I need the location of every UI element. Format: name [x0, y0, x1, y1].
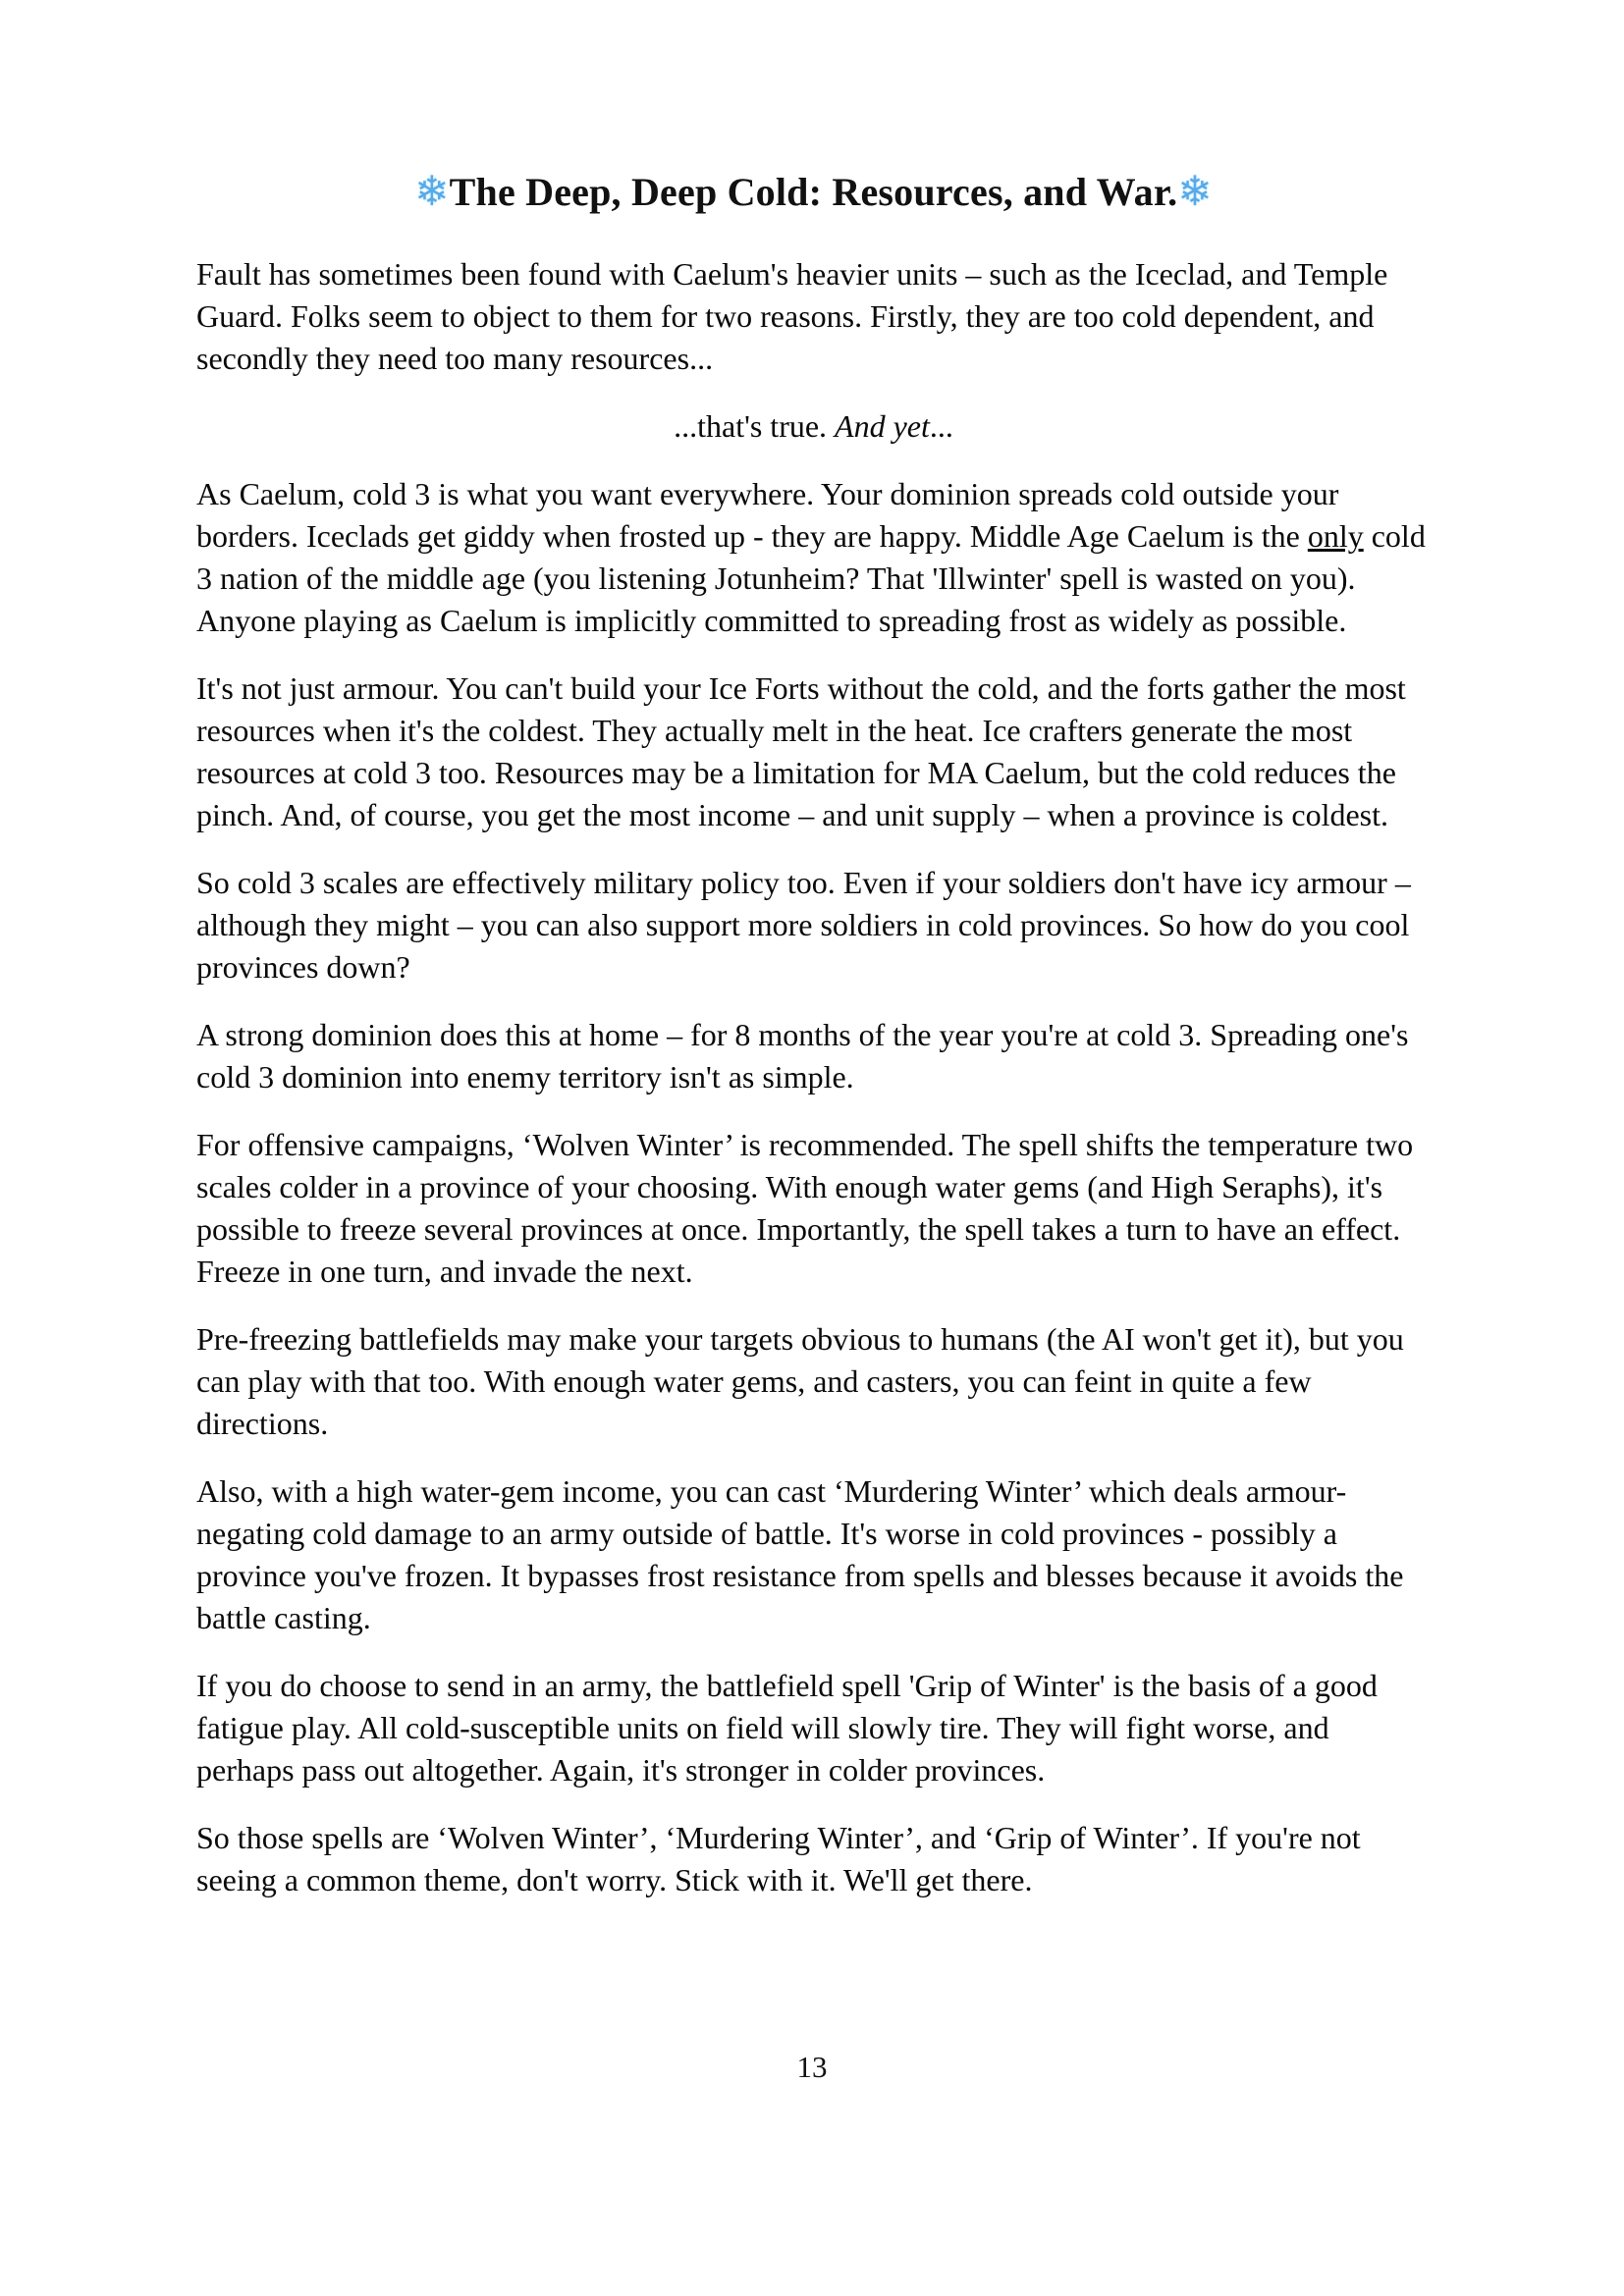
- paragraph: [196, 473, 1431, 642]
- text-run: ...that's true.: [674, 408, 836, 445]
- page-title: [196, 169, 1431, 216]
- page-title-text: The Deep, Deep Cold: Resources, and War.: [449, 170, 1178, 214]
- text-run: cold 3 nation of the middle age (you listening Jotunheim? That 'Illwinter' spell is wasted on you). Anyone playing as Caelum is implicitly committed to spreading frost as widely as possible.: [196, 518, 1426, 639]
- paragraph: [196, 253, 1431, 380]
- document-body: [196, 253, 1431, 1901]
- text-run: So those spells are ‘Wolven Winter’, ‘Murdering Winter’, and ‘Grip of Winter’. If you're not seeing a common theme, don't worry. Stick with it. We'll get there.: [196, 1820, 1361, 1898]
- text-run: Fault has sometimes been found with Caelum's heavier units – such as the Iceclad, and Temple Guard. Folks seem to object to them for two reasons. Firstly, they are too cold dependent, and secondly they need too many resources...: [196, 256, 1388, 377]
- paragraph: [196, 1014, 1431, 1098]
- text-run: If you do choose to send in an army, the battlefield spell 'Grip of Winter' is the basis of a good fatigue play. All cold-susceptible units on field will slowly tire. They will fight worse, and perhaps pass out altogether. Again, it's stronger in colder provinces.: [196, 1668, 1378, 1789]
- page-number: 13: [796, 2050, 828, 2084]
- text-run: ...: [929, 408, 953, 445]
- paragraph: [196, 667, 1431, 836]
- text-run-underline: only: [1307, 518, 1364, 555]
- paragraph: [196, 1318, 1431, 1445]
- snowflake-icon: ❄: [1177, 170, 1213, 215]
- paragraph: [196, 862, 1431, 988]
- text-run-italic: And yet: [835, 408, 930, 445]
- paragraph: [196, 1124, 1431, 1293]
- paragraph: [196, 1817, 1431, 1901]
- text-run: So cold 3 scales are effectively military policy too. Even if your soldiers don't have icy armour – although they might – you can also support more soldiers in cold provinces. So how do you cool provinces down?: [196, 865, 1411, 986]
- text-run: A strong dominion does this at home – for 8 months of the year you're at cold 3. Spreading one's cold 3 dominion into enemy territory isn't as simple.: [196, 1017, 1409, 1095]
- paragraph: [196, 1665, 1431, 1791]
- snowflake-icon: ❄: [414, 170, 450, 215]
- text-run: As Caelum, cold 3 is what you want everywhere. Your dominion spreads cold outside your borders. Iceclads get giddy when frosted up - they are happy. Middle Age Caelum is the: [196, 476, 1339, 555]
- paragraph: [196, 405, 1431, 448]
- text-run: Also, with a high water-gem income, you can cast ‘Murdering Winter’ which deals armour-negating cold damage to an army outside of battle. It's worse in cold provinces - possibly a province you've frozen. It bypasses frost resistance from spells and blesses because it avoids the battle casting.: [196, 1473, 1404, 1636]
- paragraph: [196, 1470, 1431, 1639]
- text-run: For offensive campaigns, ‘Wolven Winter’ is recommended. The spell shifts the temperature two scales colder in a province of your choosing. With enough water gems (and High Seraphs), it's possible to freeze several provinces at once. Importantly, the spell takes a turn to have an effect. Freeze in one turn, and invade the next.: [196, 1127, 1414, 1290]
- text-run: It's not just armour. You can't build your Ice Forts without the cold, and the forts gather the most resources when it's the coldest. They actually melt in the heat. Ice crafters generate the most resources at cold 3 too. Resources may be a limitation for MA Caelum, but the cold reduces the pinch. And, of course, you get the most income – and unit supply – when a province is coldest.: [196, 670, 1406, 833]
- text-run: Pre-freezing battlefields may make your targets obvious to humans (the AI won't get it), but you can play with that too. With enough water gems, and casters, you can feint in quite a few directions.: [196, 1321, 1404, 1442]
